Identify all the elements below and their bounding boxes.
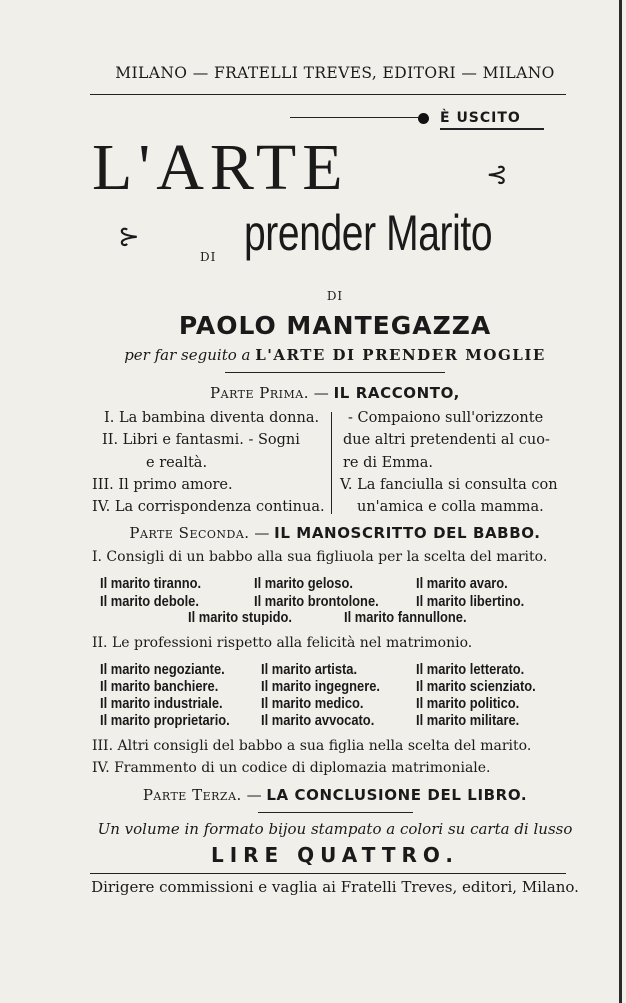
announcement-rule: [290, 117, 418, 118]
chapter-line: IV. Frammento di un codice di diplomazia matrimoniale.: [92, 760, 491, 776]
author-name: PAOLO MANTEGAZZA: [178, 311, 492, 340]
volume-description: Un volume in formato bijou stampato a colori su carta di lusso: [97, 820, 573, 838]
husband-type: Il marito avaro.: [416, 575, 508, 592]
husband-type: Il marito politico.: [416, 695, 520, 712]
toc-line: III. Il primo amore.: [92, 477, 233, 493]
chapter-line: II. Le professioni rispetto alla felicità nel matrimonio.: [92, 635, 473, 651]
column-divider: [331, 412, 332, 514]
page-edge: [619, 0, 622, 1003]
husband-type: Il marito stupido.: [188, 609, 292, 626]
sequel-note: [90, 346, 580, 364]
husband-type: Il marito artista.: [261, 661, 358, 678]
title-line1: L'ARTE: [92, 131, 349, 204]
ornament-left-icon: ⊱: [118, 222, 140, 252]
header-rule: [90, 94, 566, 95]
footer-rule: [90, 873, 566, 874]
order-instructions: Dirigere commissioni e vaglia ai Fratelli Treves, editori, Milano.: [91, 878, 579, 896]
parte-prima-label: Parte Prima.: [210, 384, 309, 402]
announcement-underline: [440, 128, 544, 130]
sequel-book: L'ARTE DI PRENDER MOGLIE: [255, 346, 546, 364]
toc-line: due altri pretendenti al cuo-: [343, 432, 550, 448]
sequel-prefix: per far seguito a: [124, 346, 251, 364]
toc-line: - Compaiono sull'orizzonte: [348, 410, 544, 426]
ornament-right-icon: ⊰: [486, 160, 508, 190]
husband-type: Il marito scienziato.: [416, 678, 536, 695]
husband-type: Il marito brontolone.: [254, 593, 379, 610]
husband-type: Il marito industriale.: [100, 695, 223, 712]
byline-di: DI: [326, 289, 344, 303]
husband-type: Il marito geloso.: [254, 575, 353, 592]
husband-type: Il marito negoziante.: [100, 661, 225, 678]
toc-line: II. Libri e fantasmi. - Sogni: [102, 432, 300, 448]
parte-seconda-dash: —: [254, 524, 270, 542]
toc-line: I. La bambina diventa donna.: [104, 410, 320, 426]
bullet-icon: [418, 113, 429, 124]
parte-seconda-label: Parte Seconda.: [129, 524, 250, 542]
chapter-line: I. Consigli di un babbo alla sua figliuola per la scelta del marito.: [92, 549, 548, 565]
parte-seconda-title: IL MANOSCRITTO DEL BABBO.: [274, 524, 541, 542]
title-di: DI: [200, 250, 217, 264]
parte-prima-heading: [90, 384, 580, 402]
parte-seconda-heading: [90, 524, 580, 542]
husband-type: Il marito debole.: [100, 593, 199, 610]
toc-line: un'amica e colla mamma.: [357, 499, 544, 515]
parte-prima-dash: —: [313, 384, 329, 402]
husband-type: Il marito tiranno.: [100, 575, 202, 592]
parte-terza-title: LA CONCLUSIONE DEL LIBRO.: [266, 786, 528, 804]
price: LIRE QUATTRO.: [210, 843, 460, 867]
husband-type: Il marito banchiere.: [100, 678, 219, 695]
husband-type: Il marito letterato.: [416, 661, 525, 678]
title-line2: prender Marito: [244, 205, 493, 261]
parte-terza-heading: [90, 786, 580, 804]
husband-type: Il marito proprietario.: [100, 712, 230, 729]
husband-type: Il marito militare.: [416, 712, 520, 729]
toc-line: e realtà.: [146, 455, 208, 471]
parte-prima-title: IL RACCONTO,: [333, 384, 460, 402]
toc-line: V. La fanciulla si consulta con: [340, 477, 558, 493]
husband-type: Il marito avvocato.: [261, 712, 375, 729]
divider: [225, 372, 445, 373]
husband-type: Il marito medico.: [261, 695, 364, 712]
toc-line: IV. La corrispondenza continua.: [92, 499, 325, 515]
parte-terza-label: Parte Terza.: [142, 786, 242, 804]
toc-line: re di Emma.: [343, 455, 433, 471]
husband-type: Il marito ingegnere.: [261, 678, 381, 695]
husband-type: Il marito libertino.: [416, 593, 525, 610]
announcement: È USCITO: [440, 110, 521, 126]
husband-type: Il marito fannullone.: [344, 609, 467, 626]
divider: [258, 812, 413, 813]
chapter-line: III. Altri consigli del babbo a sua figlia nella scelta del marito.: [92, 738, 532, 754]
publisher-header: MILANO — FRATELLI TREVES, EDITORI — MILANO: [115, 64, 555, 82]
parte-terza-dash: —: [246, 786, 262, 804]
